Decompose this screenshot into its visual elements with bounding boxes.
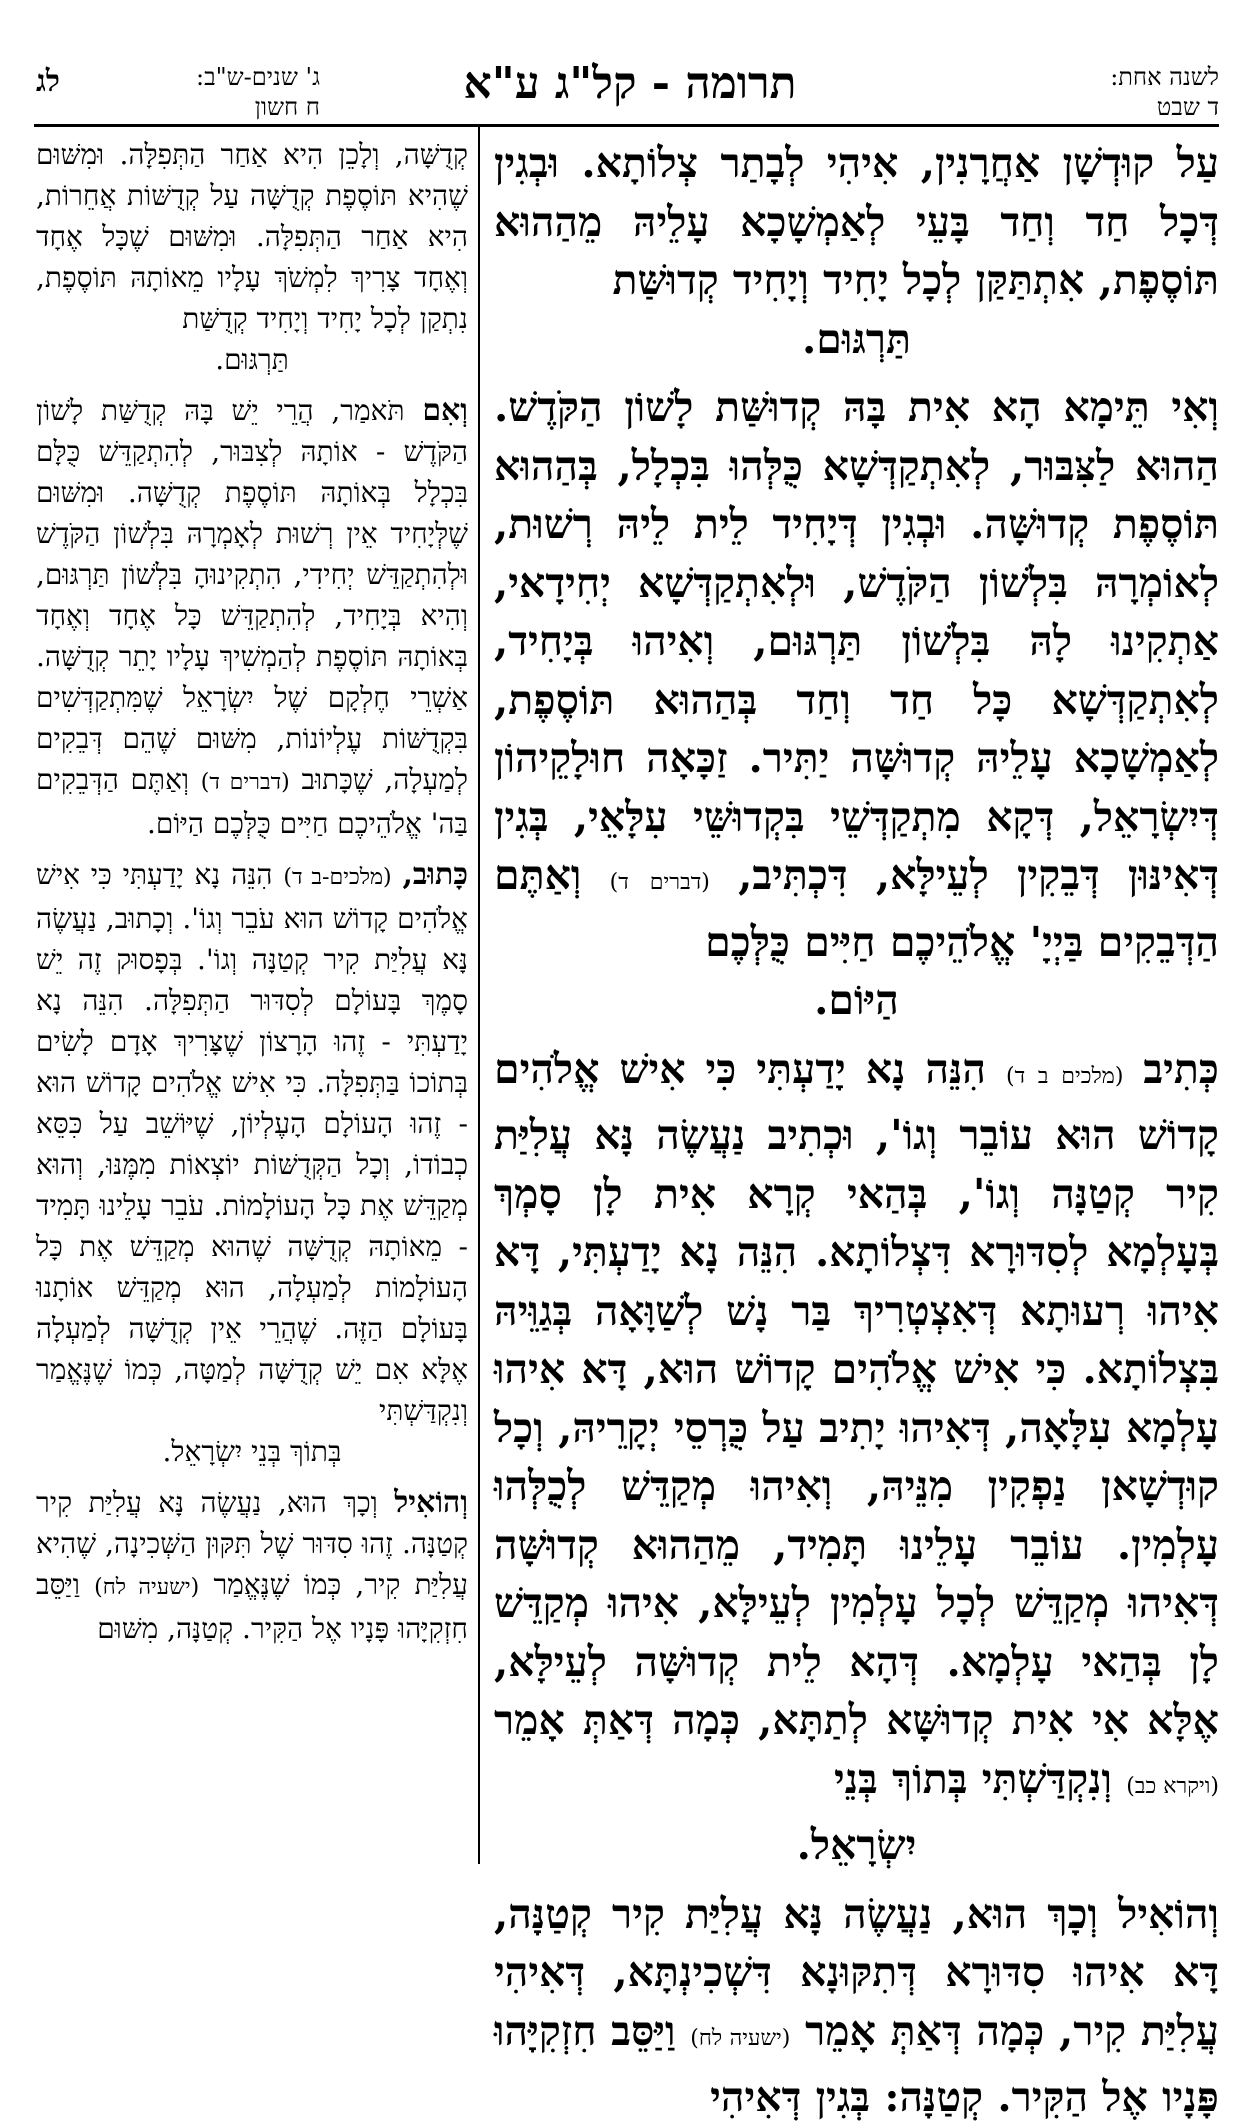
main-p3-lead-word: כְּתִיב [1143,1044,1219,1093]
main-text-column [494,134,1220,2121]
main-p4-text: וְכָךְ הוּא, נַעֲשֶׂה נָּא עֲלִיַּת קִיר קְטַנָּה, דָּא אִיהוּ סִדּוּרָא דְּתִקּוּנָא דִּשְׁכִינְתָּא, דְּאִיהִי עֲלִיַּת קִיר, כְּמָה דְּאַתְּ אָמֵר [494,1889,1220,2055]
main-p3-quote: וְנִקְדַּשְׁתִּי בְּתוֹךְ בְּנֵי [833,1754,1113,1803]
comm-p2-lead-word: וְאִם [422,393,468,428]
main-p4-quote: וַיַּסֵּב חִזְקִיָּהוּ פָּנָיו אֶל הַקִּיר. קְטַנָּה: בְּגִין דְּאִיהִי [494,2006,1219,2121]
column-divider [478,124,480,1864]
comm-paragraph-2 [36,390,468,844]
main-p3-reference-2: (ויקרא כב) [1126,1773,1219,1799]
header-study-schedule-three-years [100,62,320,122]
main-paragraph-1 [494,134,1219,368]
comm-p2-text: תֹּאמַר, הֲרֵי יֵשׁ בָּהּ קְדֻשַּׁת לָשׁוֹן הַקֹּדֶשׁ - אוֹתָהּ לְצִבּוּר, לְהִתְקַדֵּשׁ כֻּלָּם בִּכְלָל בְּאוֹתָהּ תּוֹסֶפֶת קְדֻשָּׁה. וּמִשּׁוּם שֶׁלְּיָחִיד אֵין רְשׁוּת לְאָמְרָהּ בִּלְשׁוֹן הַקֹּדֶשׁ וּלְהִתְקַדֵּשׁ יְחִידִי, הִתְקִינוּהָ בִּלְשׁוֹן תַּרְגּוּם, וְהִיא בְּיָחִיד, לְהִתְקַדֵּשׁ כָּל אֶחָד וְאֶחָד בְּאוֹתָהּ תּוֹסֶפֶת לְהַמְשִׁיךְ עָלָיו יָתֵר קְדֻשָּׁה. אַשְׁרֵי חֶלְקָם שֶׁל יִשְׂרָאֵל שֶׁמִּתְקַדְּשִׁים בִּקְדֻשּׁוֹת עֶלְיוֹנוֹת, מִשּׁוּם שֶׁהֵם דְּבֵקִים לְמַעְלָה, שֶׁכָּתוּב [36,394,469,796]
comm-p3-lead-word: כָּתוּב, [402,857,468,892]
main-p4-lead-word: וְהוֹאִיל [1118,1889,1219,1938]
comm-p3-end: בְּתוֹךְ בְּנֵי יִשְׂרָאֵל. [162,1435,342,1468]
main-p2-end: הַיּוֹם. [814,976,899,1024]
main-p2-text: וְאִי תֵּימָא הָא אִית בָּהּ קְדוּשַּׁת לָשׁוֹן הַקֹּדֶשׁ. הַהוּא לַצִּבּוּר, לְאִתְקַדְּשָׁא כֻּלְּהוּ בִּכְלָל, בְּהַהוּא תּוֹסֶפֶת קְדוּשָּׁה. וּבְגִין דְּיָחִיד לֵית לֵיהּ רְשׁוּת, לְאוֹמְרָהּ בִּלְשׁוֹן הַקֹּדֶשׁ, וּלְאִתְקַדְּשָׁא יְחִידָאי, אַתְקִינוּ לָהּ בִּלְשׁוֹן תַּרְגּוּם, וְאִיהוּ בְּיָחִיד, לְאִתְקַדְּשָׁא כָּל חַד וְחַד בְּהַהוּא תּוֹסֶפֶת, לְאַמְשָׁכָא עָלֵיהּ קְדוּשָּׁה יַתִּיר. זַכָּאָה חוּלָקֵיהוֹן דְּיִשְׂרָאֵל, דְּקָא מִתְקַדְּשֵׁי בִּקְדוּשֵּׁי עִלָּאֵי, בְּגִין דְּאִינּוּן דְּבֵקִין לְעֵילָּא, דִּכְתִּיב, [494,383,1219,899]
header-one-year-label: לשנה אחת: [1110,63,1219,91]
main-p1-end: תַּרְגּוּם. [801,314,912,363]
main-p3-text: הִנֵּה נָא יָדַעְתִּי כִּי אִישׁ אֱלֹהִים קָדוֹשׁ הוּא עוֹבֵר וְגוֹ', וּכְתִיב נַעֲשֶׂה נָּא עֲלִיַּת קִיר קְטַנָּה וְגוֹ', בְּהַאי קְרָא אִית לָן סָמְךְ בְּעָלְמָא לְסִדּוּרָא דִּצְלוֹתָא. הִנֵּה נָא יָדַעְתִּי, דָּא אִיהוּ רְעוּתָא דְּאִצְטְרִיךְ בַּר נָשׁ לְשַׁוָּאָה בְּגַוֵּיהּ בִּצְלוֹתָא. כִּי אִישׁ אֱלֹהִים קָדוֹשׁ הוּא, דָּא אִיהוּ עָלְמָא עִלָּאָה, דְּאִיהוּ יָתִיב עַל כֻּרְסֵי יְקָרֵיהּ, וְכָל קוּדְשָׁאן נַפְקִין מִנֵּיהּ, וְאִיהוּ מְקַדֵּשׁ לְכֻלְּהוּ עָלְמִין. עוֹבֵר עָלֵינוּ תָּמִיד, מֵהַהוּא קְדוּשָּׁה דְּאִיהוּ מְקַדֵּשׁ לְכָל עָלְמִין לְעֵילָּא, אִיהוּ מְקַדֵּשׁ לָן בְּהַאי עָלְמָא. דְּהָא לֵית קְדוּשָּׁה לְעֵילָּא, אֶלָּא אִי אִית קְדוּשָּׁא לְתַתָּא, כְּמָה דְּאַתְּ אָמֵר [494,1044,1219,1744]
main-p4-reference: (ישעיה לח) [690,2025,791,2051]
comm-p1-end: תַּרְגּוּם. [215,343,289,376]
main-p2-quote: וְאַתֶּם הַדְּבֵקִים בַּיְיָ' אֱלֹהֵיכֶם חַיִּים כֻּלְּכֶם [494,851,1219,966]
comm-p3-reference: (מלכים-ב ד) [283,865,392,890]
main-p1-text: עַל קוּדְשָׁן אַחֲרָנִין, אִיהִי לְבָתַר צְלוֹתָא. וּבְגִין דְּכָל חַד וְחַד בָּעֵי לְאַמְשָׁכָא עָלֵיהּ מֵהַהוּא תּוֹסֶפֶת, אִתְתַּקַּן לְכָל יָחִיד וְיָחִיד קְדוּשַּׁת [494,139,1219,304]
comm-paragraph-3 [36,854,468,1472]
header-one-year-date: ד שבט [1156,93,1219,121]
translation-column [36,134,468,1859]
comm-p4-quote: וַיַּסֵּב חִזְקִיָּהוּ פָּנָיו אֶל הַקִּיר. קְטַנָּה, מִשּׁוּם [36,1568,468,1645]
main-p3-reference: (מלכים ב ד) [1006,1063,1124,1089]
header-divider [34,124,1219,127]
comm-p3-text: הִנֵּה נָא יָדַעְתִּי כִּי אִישׁ אֱלֹהִים קָדוֹשׁ הוּא עֹבֵר וְגוֹ'. וְכָתוּב, נַעֲשֶׂה נָּא עֲלִיַּת קִיר קְטַנָּה וְגוֹ'. בְּפָסוּק זֶה יֵשׁ סָמֶךְ בָּעוֹלָם לְסִדּוּר הַתְּפִלָּה. הִנֵּה נָא יָדַעְתִּי - זֶהוּ הָרָצוֹן שֶׁצָּרִיךְ אָדָם לָשִׂים בְּתוֹכוֹ בַּתְּפִלָּה. כִּי אִישׁ אֱלֹהִים קָדוֹשׁ הוּא - זֶהוּ הָעוֹלָם הָעֶלְיוֹן, שֶׁיּוֹשֵׁב עַל כִּסֵּא כְבוֹדוֹ, וְכָל הַקְּדֻשּׁוֹת יוֹצְאוֹת מִמֶּנּוּ, וְהוּא מְקַדֵּשׁ אֶת כָּל הָעוֹלָמוֹת. עֹבֵר עָלֵינוּ תָּמִיד - מֵאוֹתָהּ קְדֻשָּׁה שֶׁהוּא מְקַדֵּשׁ אֶת כָּל הָעוֹלָמוֹת לְמַעְלָה, הוּא מְקַדֵּשׁ אוֹתָנוּ בָּעוֹלָם הַזֶּה. שֶׁהֲרֵי אֵין קְדֻשָּׁה לְמַעְלָה אֶלָּא אִם יֵשׁ קְדֻשָּׁה לְמַטָּה, כְּמוֹ שֶׁנֶּאֱמַר וְנִקְדַּשְׁתִּי [36,858,468,1427]
comm-p2-quote: וְאַתֶּם הַדְּבֵקִים בַּה' אֱלֹהֵיכֶם חַיִּים כֻּלְּכֶם הַיּוֹם. [36,763,468,840]
header-three-years-label: ג' שנים-ש"ב: [195,63,320,91]
comm-p4-reference: (ישעיה לח) [94,1575,200,1600]
main-paragraph-3 [494,1040,1219,1875]
header-study-schedule-one-year [1019,62,1219,122]
page-title: תרומה - קל"ג ע"א [463,58,797,109]
main-paragraph-2 [494,378,1219,1030]
main-paragraph-4 [494,1885,1219,2127]
main-p2-reference: (דברים ד) [609,870,710,895]
comm-paragraph-4 [36,1482,468,1649]
comm-p1-text: קְדֻשָּׁה, וְלָכֵן הִיא אַחַר הַתְּפִלָּה. וּמִשּׁוּם שֶׁהִיא תּוֹסֶפֶת קְדֻשָּׁה עַל קְדֻשּׁוֹת אֲחֵרוֹת, הִיא אַחַר הַתְּפִלָּה. וּמִשּׁוּם שֶׁכָּל אֶחָד וְאֶחָד צָרִיךְ לִמְשֹׁךְ עָלָיו מֵאוֹתָהּ תּוֹסֶפֶת, נִתְקַן לְכָל יָחִיד וְיָחִיד קְדֻשַּׁת [36,138,468,335]
header-three-years-date: ח חשון [254,93,320,121]
main-p3-end: יִשְׂרָאֵל. [796,1821,917,1869]
comm-p4-text: וְכָךְ הוּא, נַעֲשֶׂה נָּא עֲלִיַּת קִיר קְטַנָּה. זֶהוּ סִדּוּר שֶׁל תִּקּוּן הַשְּׁכִינָה, שֶׁהִיא עֲלִיַּת קִיר, כְּמוֹ שֶׁנֶּאֱמַר [36,1486,469,1601]
comm-p2-reference: (דברים ד) [200,770,290,795]
page-number: לג [36,64,60,99]
comm-p4-lead-word: וְהוֹאִיל [394,1485,468,1520]
comm-paragraph-1 [36,134,468,380]
